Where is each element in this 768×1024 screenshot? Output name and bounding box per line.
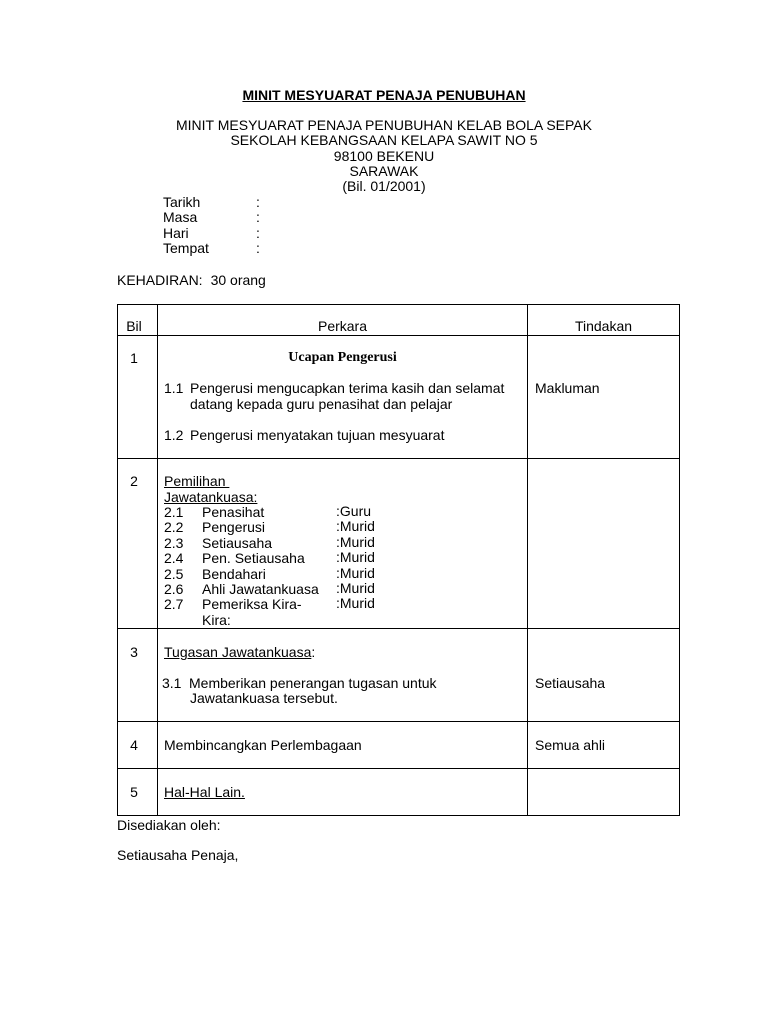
item-text: Pengerusi mengucapkan terima kasih dan selamat — [190, 380, 505, 396]
row-title: Hal-Hal Lain. — [164, 784, 245, 800]
header-cell-action — [528, 305, 679, 335]
row-action: Makluman — [535, 380, 600, 396]
row-title-text: Tugasan Jawatankuasa — [164, 644, 312, 660]
row-number-cell — [118, 769, 157, 815]
row-number-cell — [118, 722, 157, 768]
table-row — [118, 335, 679, 458]
row-matter-cell — [158, 459, 527, 628]
item-number: 1.2 — [164, 427, 184, 443]
row-number: 5 — [130, 784, 138, 800]
row-title-continued: Jawatankuasa: — [164, 489, 258, 505]
table-header-row — [118, 305, 679, 335]
header-line-state: SARAWAK — [349, 162, 419, 179]
minutes-table — [117, 304, 680, 816]
attendance-label: KEHADIRAN: — [117, 272, 203, 288]
table-row — [118, 628, 679, 721]
item-text: Pengerusi menyatakan tujuan mesyuarat — [190, 427, 445, 443]
committee-position: Setiausaha — [202, 535, 273, 551]
detail-row-day — [163, 225, 283, 241]
attendance-value: 30 orang — [210, 272, 266, 288]
document-header — [0, 118, 768, 194]
table-row — [118, 721, 679, 768]
header-cell-number — [118, 305, 157, 335]
row-action-cell — [528, 769, 679, 815]
row-matter-cell — [158, 629, 527, 721]
row-heading: Ucapan Pengerusi — [288, 350, 397, 365]
prepared-by-label: Disediakan oleh: — [117, 817, 221, 833]
row-action: Setiausaha — [535, 675, 606, 691]
row-title: Membincangkan Perlembagaan — [164, 737, 362, 753]
committee-position-continued: Kira: — [202, 612, 231, 628]
committee-position: Ahli Jawatankuasa — [202, 581, 319, 597]
committee-item — [158, 550, 527, 566]
committee-assigned: :Murid — [336, 534, 375, 550]
detail-separator: : — [256, 240, 260, 256]
committee-number: 2.2 — [164, 519, 184, 535]
detail-separator: : — [256, 209, 260, 225]
detail-label: Tempat — [163, 240, 209, 256]
row-action-cell — [528, 722, 679, 768]
committee-assigned: :Murid — [336, 518, 375, 534]
item-text-continued: datang kepada guru penasihat dan pelajar — [190, 396, 453, 412]
row-matter-cell — [158, 769, 527, 815]
item-text-continued: Jawatankuasa tersebut. — [190, 690, 338, 706]
committee-assigned: :Guru — [336, 503, 372, 519]
header-line-club: MINIT MESYUARAT PENAJA PENUBUHAN KELAB BOLA SEPAK — [176, 117, 592, 133]
item-text: Memberikan penerangan tugasan untuk — [189, 675, 437, 691]
detail-separator: : — [256, 194, 260, 210]
row-title-suffix: : — [311, 644, 316, 660]
row-matter-cell — [158, 336, 527, 458]
committee-assigned: :Murid — [336, 595, 375, 611]
committee-position: Bendahari — [202, 566, 266, 582]
row-number-cell — [118, 336, 157, 458]
row-number: 3 — [130, 644, 138, 660]
row-number: 4 — [130, 737, 138, 753]
committee-number: 2.4 — [164, 550, 184, 566]
row-number-cell — [118, 459, 157, 628]
row-title: Pemilihan — [164, 473, 230, 489]
row-action: Semua ahli — [535, 737, 606, 753]
committee-number: 2.6 — [164, 581, 184, 597]
detail-row-place — [163, 240, 283, 256]
row-matter-cell — [158, 722, 527, 768]
document-title-text: MINIT MESYUARAT PENAJA PENUBUHAN — [242, 87, 526, 103]
header-line-school: SEKOLAH KEBANGSAAN KELAPA SAWIT NO 5 — [230, 132, 538, 149]
row-number-cell — [118, 629, 157, 721]
row-action-cell — [528, 629, 679, 721]
committee-assigned: :Murid — [336, 549, 375, 565]
committee-item — [158, 595, 527, 628]
header-bil: Bil — [126, 318, 142, 334]
committee-assigned: :Murid — [336, 565, 375, 581]
detail-separator: : — [256, 225, 260, 241]
committee-position: Pengerusi — [202, 519, 266, 535]
row-title — [164, 644, 315, 660]
detail-label: Tarikh — [163, 194, 201, 210]
table-row — [118, 768, 679, 815]
header-perkara: Perkara — [317, 318, 368, 334]
row-action-cell — [528, 459, 679, 628]
detail-row-time — [163, 209, 283, 225]
row-number: 2 — [130, 473, 138, 489]
committee-position: Penasihat — [202, 504, 265, 520]
header-tindakan: Tindakan — [574, 318, 633, 334]
committee-number: 2.5 — [164, 566, 184, 582]
committee-item — [158, 519, 527, 535]
header-line-postcode: 98100 BEKENU — [333, 147, 435, 164]
committee-position: Pen. Setiausaha — [202, 550, 305, 566]
detail-label: Masa — [163, 209, 198, 225]
table-row — [118, 458, 679, 628]
row-number: 1 — [130, 350, 138, 366]
header-cell-matter — [158, 305, 527, 335]
detail-row-date — [163, 194, 283, 210]
document-title — [0, 87, 768, 103]
item-number: 1.1 — [164, 380, 184, 396]
header-line-reference: (Bil. 01/2001) — [342, 178, 426, 194]
committee-position: Pemeriksa Kira- — [202, 596, 302, 612]
item-number: 3.1 — [162, 675, 182, 691]
meeting-details — [163, 194, 283, 258]
committee-assigned: :Murid — [336, 580, 375, 596]
committee-number: 2.1 — [164, 504, 184, 520]
committee-number: 2.3 — [164, 535, 184, 551]
detail-label: Hari — [163, 225, 189, 241]
signatory: Setiausaha Penaja, — [117, 847, 239, 863]
row-action-cell — [528, 336, 679, 458]
attendance — [117, 272, 266, 288]
committee-number: 2.7 — [164, 596, 184, 612]
